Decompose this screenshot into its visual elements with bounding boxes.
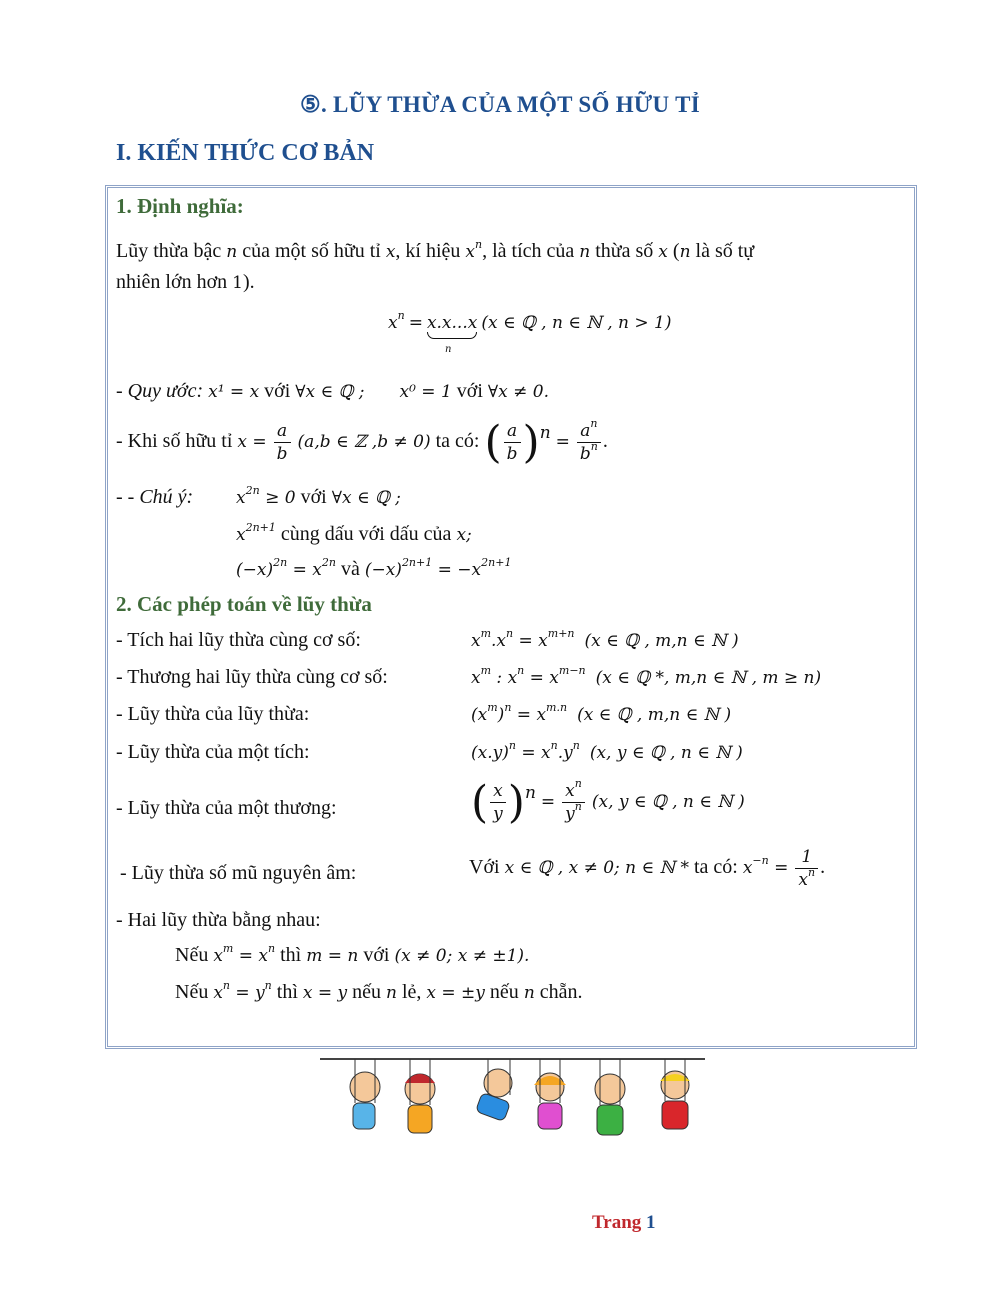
op-equal-line-1: Nếu $x^m = x^n$ thì m = n với (x ≠ 0; x ≠ ±1).	[175, 942, 530, 966]
kid-1	[350, 1059, 380, 1129]
convention-line	[116, 376, 549, 407]
and-text: và	[340, 558, 360, 580]
def-text: , là tích của	[482, 240, 575, 262]
then-text: thì	[276, 981, 298, 1003]
kid-4	[534, 1059, 566, 1129]
note-text: cùng dấu với dấu của	[280, 523, 452, 545]
op-quotient-label: - Thương hai lũy thừa cùng cơ số:	[116, 666, 388, 688]
op-product-formula: $x^m.x^n = x^{m+n}$ (x ∈ ℚ , m,n ∈ ℕ )	[471, 627, 739, 651]
convention-label: - Quy ước:	[116, 380, 204, 402]
with-text: với	[264, 380, 291, 402]
op-condition: (x ≠ 0; x ≠ ±1).	[394, 946, 530, 966]
op-condition: (x ∈ ℚ , m,n ∈ ℕ )	[577, 705, 732, 725]
def-text: nhiên lớn hơn	[116, 271, 228, 293]
rational-line: - Khi số hữu tỉ x = $\frac{a}{b}$ (a,b ∈ ℤ ,b ≠ 0) ta có: ( $\frac{a}{b}$ )$^n$ = $\frac{a^n}{b^n}$ .	[116, 416, 608, 468]
footer-label: Trang	[592, 1212, 642, 1233]
op-condition: (x ∈ ℚ , m,n ∈ ℕ )	[584, 631, 739, 651]
definition-formula: $x^n = x.x...x$ (x ∈ ℚ , n ∈ ℕ , n > 1)	[388, 309, 672, 333]
page-footer	[592, 1212, 656, 1234]
kid-2	[405, 1059, 435, 1133]
def-text: Lũy thừa bậc	[116, 240, 222, 262]
page-title: ⑤. LŨY THỪA CỦA MỘT SỐ HỮU TỈ	[300, 92, 700, 117]
page-number: 1	[646, 1212, 656, 1233]
section-heading: I. KIẾN THỨC CƠ BẢN	[116, 140, 375, 166]
note-line-2: $x^{2n+1}$ cùng dấu với dấu của x;	[236, 521, 472, 545]
kid-5	[595, 1059, 625, 1135]
kids-illustration	[320, 1055, 705, 1150]
brace-label: n	[445, 344, 452, 355]
convention-formula: x⁰ = 1	[399, 382, 452, 402]
op-quotient-power-label: - Lũy thừa của một thương:	[116, 797, 337, 819]
op-negative-label: - Lũy thừa số mũ nguyên âm:	[120, 862, 357, 884]
kid-6	[660, 1059, 690, 1129]
with-text: với	[363, 944, 390, 966]
if-text: nếu	[489, 981, 519, 1003]
note-label-text: - Chú ý:	[127, 486, 194, 508]
note-line-1: $x^{2n} \ge 0$ với ∀x ∈ ℚ ;	[236, 484, 401, 508]
with-text: với	[456, 380, 483, 402]
definition-paragraph: Lũy thừa bậc n của một số hữu tỉ x, kí hiệu $x^n$, là tích của n thừa số x (n là số tự nhiên lớn hơn 1).	[116, 238, 755, 293]
odd-text: lẻ,	[401, 981, 422, 1003]
rational-label: - Khi số hữu tỉ	[116, 430, 233, 453]
has-text: ta có:	[693, 856, 738, 879]
def-text: ).	[242, 271, 255, 293]
note-condition: ∀x ∈ ℚ ;	[331, 488, 401, 508]
def-text: thừa số	[595, 240, 654, 262]
operations-heading: 2. Các phép toán về lũy thừa	[116, 592, 372, 616]
with-text: Với	[469, 856, 500, 879]
op-product-power-label: - Lũy thừa của một tích:	[116, 741, 310, 763]
definition-heading: 1. Định nghĩa:	[116, 194, 244, 218]
op-product-power-formula: $(x.y)^n = x^n.y^n$ (x, y ∈ ℚ , n ∈ ℕ )	[471, 739, 743, 763]
op-power-formula: $(x^m)^n = x^{m.n}$ (x ∈ ℚ , m,n ∈ ℕ )	[471, 701, 732, 725]
even-text: chẵn.	[539, 981, 583, 1003]
op-power-label: - Lũy thừa của lũy thừa:	[116, 703, 310, 725]
convention-formula: x¹ = x	[208, 382, 260, 402]
def-text: , kí hiệu	[395, 240, 461, 262]
def-text: là số tự	[695, 240, 755, 262]
op-condition: x ∈ ℚ , x ≠ 0; n ∈ ℕ *	[504, 858, 689, 879]
note-label: - - Chú ý:	[116, 486, 194, 508]
op-negative-formula: Với x ∈ ℚ , x ≠ 0; n ∈ ℕ * ta có: $x^{-n}$ = $\frac{1}{x^n}$ .	[469, 847, 826, 890]
has-text: ta có:	[435, 430, 480, 453]
then-text: thì	[280, 944, 302, 966]
with-text: với	[300, 486, 327, 508]
op-equal-label: - Hai lũy thừa bằng nhau:	[116, 909, 321, 931]
op-condition: (x ∈ ℚ *, m,n ∈ ℕ , m ≥ n)	[595, 668, 822, 688]
convention-condition: ∀x ≠ 0.	[487, 382, 550, 402]
formula-condition: (x ∈ ℚ , n ∈ ℕ , n > 1)	[481, 313, 672, 333]
convention-condition: ∀x ∈ ℚ ;	[295, 382, 365, 402]
note-line-3: $(-x)^{2n} = x^{2n}$ và $(-x)^{2n+1} = -x^{2n+1}$	[236, 556, 512, 580]
rational-condition: (a,b ∈ ℤ ,b ≠ 0)	[297, 432, 431, 453]
op-condition: (x, y ∈ ℚ , n ∈ ℕ )	[591, 792, 745, 813]
if-text: nếu	[352, 981, 382, 1003]
if-text: Nếu	[175, 944, 209, 966]
op-condition: (x, y ∈ ℚ , n ∈ ℕ )	[589, 743, 743, 763]
kid-3	[475, 1059, 512, 1122]
if-text: Nếu	[175, 981, 209, 1003]
def-text: của một số hữu tỉ	[242, 240, 381, 262]
op-equal-line-2: Nếu $x^n = y^n$ thì x = y nếu n lẻ, x = ±y nếu n chẵn.	[175, 979, 583, 1003]
op-product-label: - Tích hai lũy thừa cùng cơ số:	[116, 629, 361, 651]
op-quotient-power-formula: ( $\frac{x}{y}$ )$^n$ = $\frac{x^n}{y^n}$ (x, y ∈ ℚ , n ∈ ℕ )	[471, 776, 745, 828]
op-quotient-formula: $x^m$ : $x^n = x^{m-n}$ (x ∈ ℚ *, m,n ∈ ℕ , m ≥ n)	[471, 664, 822, 688]
